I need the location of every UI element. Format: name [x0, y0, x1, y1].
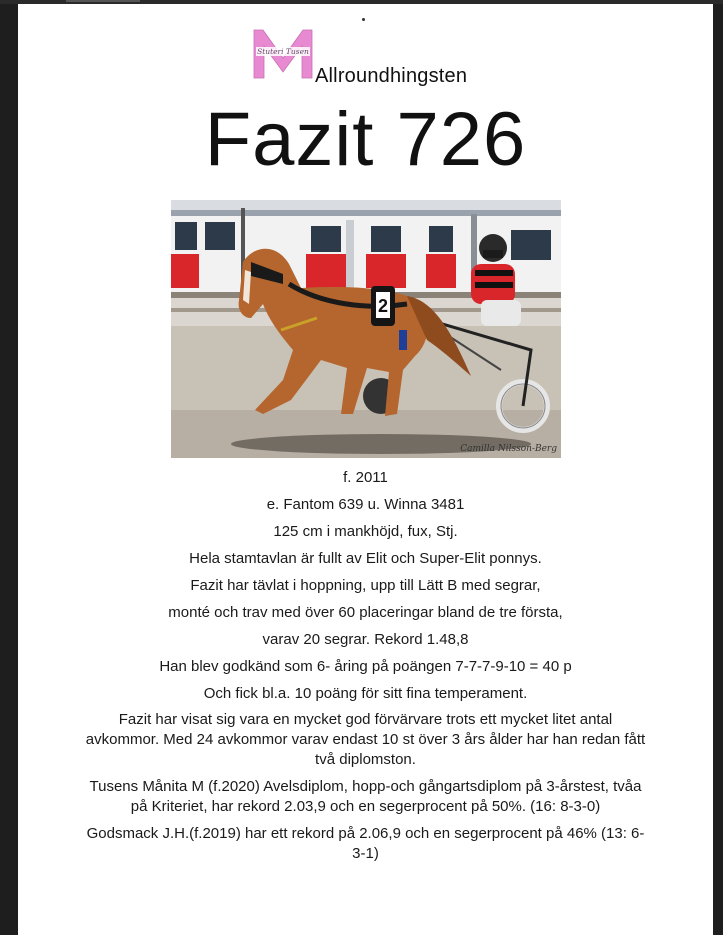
info-line: Han blev godkänd som 6- åring på poängen 7-7-7-9-10 = 40 p	[159, 658, 572, 675]
info-line: f. 2011	[343, 469, 388, 486]
offspring-paragraph: Fazit har visat sig vara en mycket god förvärvare trots ett mycket litet antal avkommor. Med 24 avkommor varav endast 10 st över 3 års ålder har han redan fått två diplomston.	[85, 711, 646, 768]
photo-credit: Camilla Nilsson-Berg	[460, 444, 557, 454]
tagline: Allroundhingsten	[315, 65, 468, 87]
trotting-horse-illustration	[171, 200, 561, 458]
info-line: Fazit har tävlat i hoppning, upp till Lätt B med segrar,	[190, 577, 541, 594]
horse-photo	[171, 200, 561, 458]
info-line: monté och trav med över 60 placeringar bland de tre första,	[168, 604, 563, 621]
offspring-paragraph: Tusens Månita M (f.2020) Avelsdiplom, hopp-och gångartsdiplom på 3-årstest, tvåa på Kriteriet, har rekord 2.03,9 och en segerprocent på 50%. (16: 8-3-0)	[89, 778, 642, 815]
horse-info	[18, 464, 713, 864]
info-line: Och fick bl.a. 10 poäng för sitt fina temperament.	[203, 685, 528, 702]
saddle-number: 2	[377, 296, 389, 316]
page-title: Fazit 726	[204, 97, 527, 182]
top-bar-handle	[66, 0, 140, 2]
stray-dot	[362, 18, 365, 21]
info-line: e. Fantom 639 u. Winna 3481	[266, 496, 465, 513]
stuteri-logo	[252, 26, 314, 80]
logo-script-text: Stuteri Tusen	[257, 47, 309, 56]
info-line: varav 20 segrar. Rekord 1.48,8	[262, 631, 469, 648]
info-line: 125 cm i mankhöjd, fux, Stj.	[273, 523, 458, 540]
offspring-paragraph: Godsmack J.H.(f.2019) har ett rekord på 2.06,9 och en segerprocent på 46% (13: 6-3-1)	[86, 825, 645, 862]
info-line: Hela stamtavlan är fullt av Elit och Super-Elit ponnys.	[189, 550, 542, 567]
document-page	[18, 4, 713, 935]
